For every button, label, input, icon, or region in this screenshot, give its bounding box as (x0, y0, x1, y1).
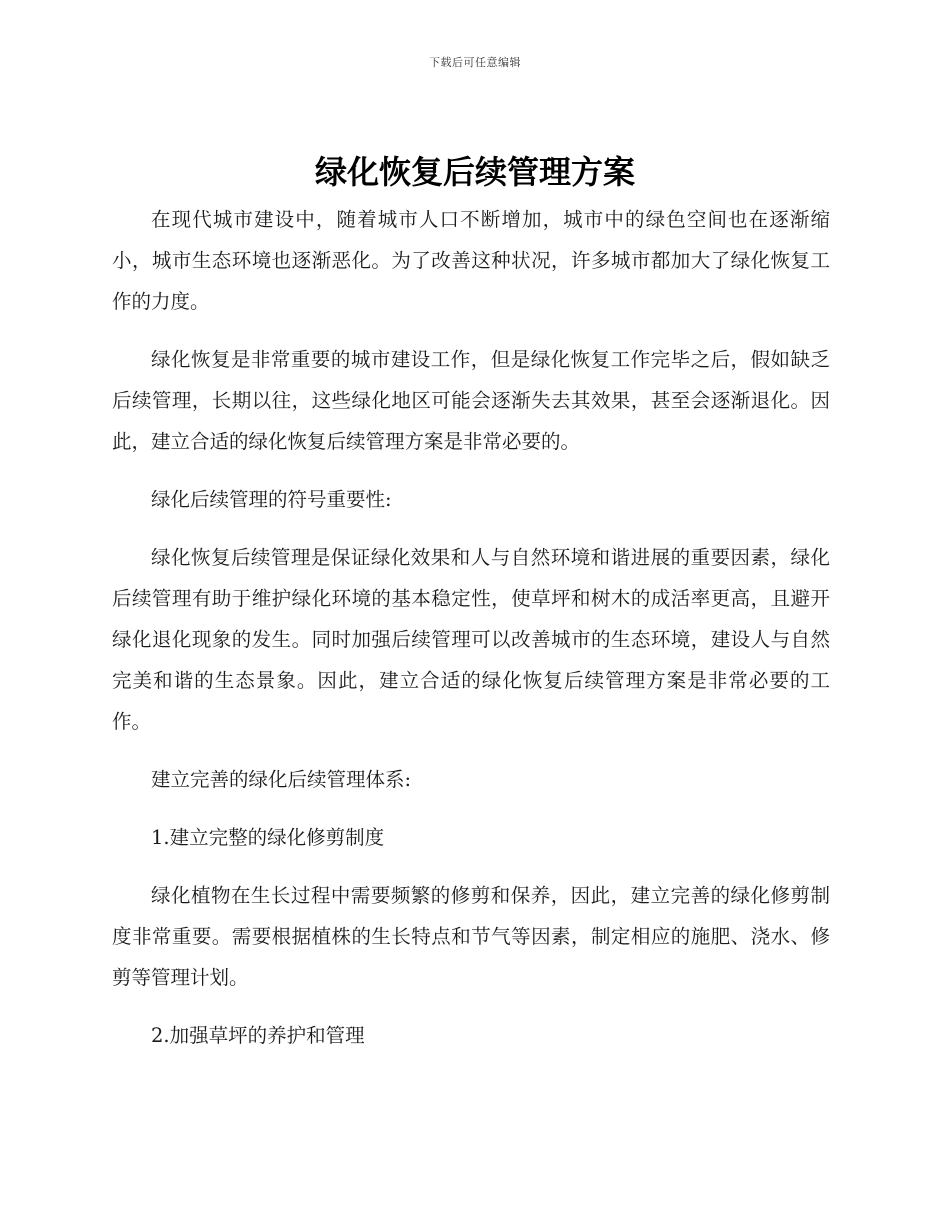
paragraph-significance: 绿化恢复后续管理是保证绿化效果和人与自然环境和谐进展的重要因素，绿化后续管理有助于维护绿化环境的基本稳定性，使草坪和树木的成活率更高，且避开绿化退化现象的发生。同时加强后续管理可以改善城市的生态环境，建设人与自然完美和谐的生态景象。因此，建立合适的绿化恢复后续管理方案是非常必要的工作。 (112, 546, 830, 733)
paragraph-importance: 绿化恢复是非常重要的城市建设工作，但是绿化恢复工作完毕之后，假如缺乏后续管理，长期以往，这些绿化地区可能会逐渐失去其效果，甚至会逐渐退化。因此，建立合适的绿化恢复后续管理方案是非常必要的。 (112, 348, 830, 453)
list-item-lawn-heading: 2.加强草坪的养护和管理 (151, 1024, 365, 1047)
paragraph-pruning: 绿化植物在生长过程中需要频繁的修剪和保养，因此，建立完善的绿化修剪制度非常重要。需要根据植株的生长特点和节气等因素，制定相应的施肥、浇水、修剪等管理计划。 (112, 884, 830, 989)
paragraph-intro: 在现代城市建设中，随着城市人口不断增加，城市中的绿色空间也在逐渐缩小，城市生态环境也逐渐恶化。为了改善这种状况，许多城市都加大了绿化恢复工作的力度。 (112, 208, 830, 313)
page-header-note: 下载后可任意编辑 (429, 56, 521, 69)
document-title: 绿化恢复后续管理方案 (314, 153, 635, 191)
list-item-pruning-heading: 1.建立完整的绿化修剪制度 (151, 826, 385, 849)
section-heading-system: 建立完善的绿化后续管理体系: (151, 768, 412, 791)
section-heading-significance: 绿化后续管理的符号重要性: (151, 488, 392, 511)
document-body (112, 199, 830, 1073)
